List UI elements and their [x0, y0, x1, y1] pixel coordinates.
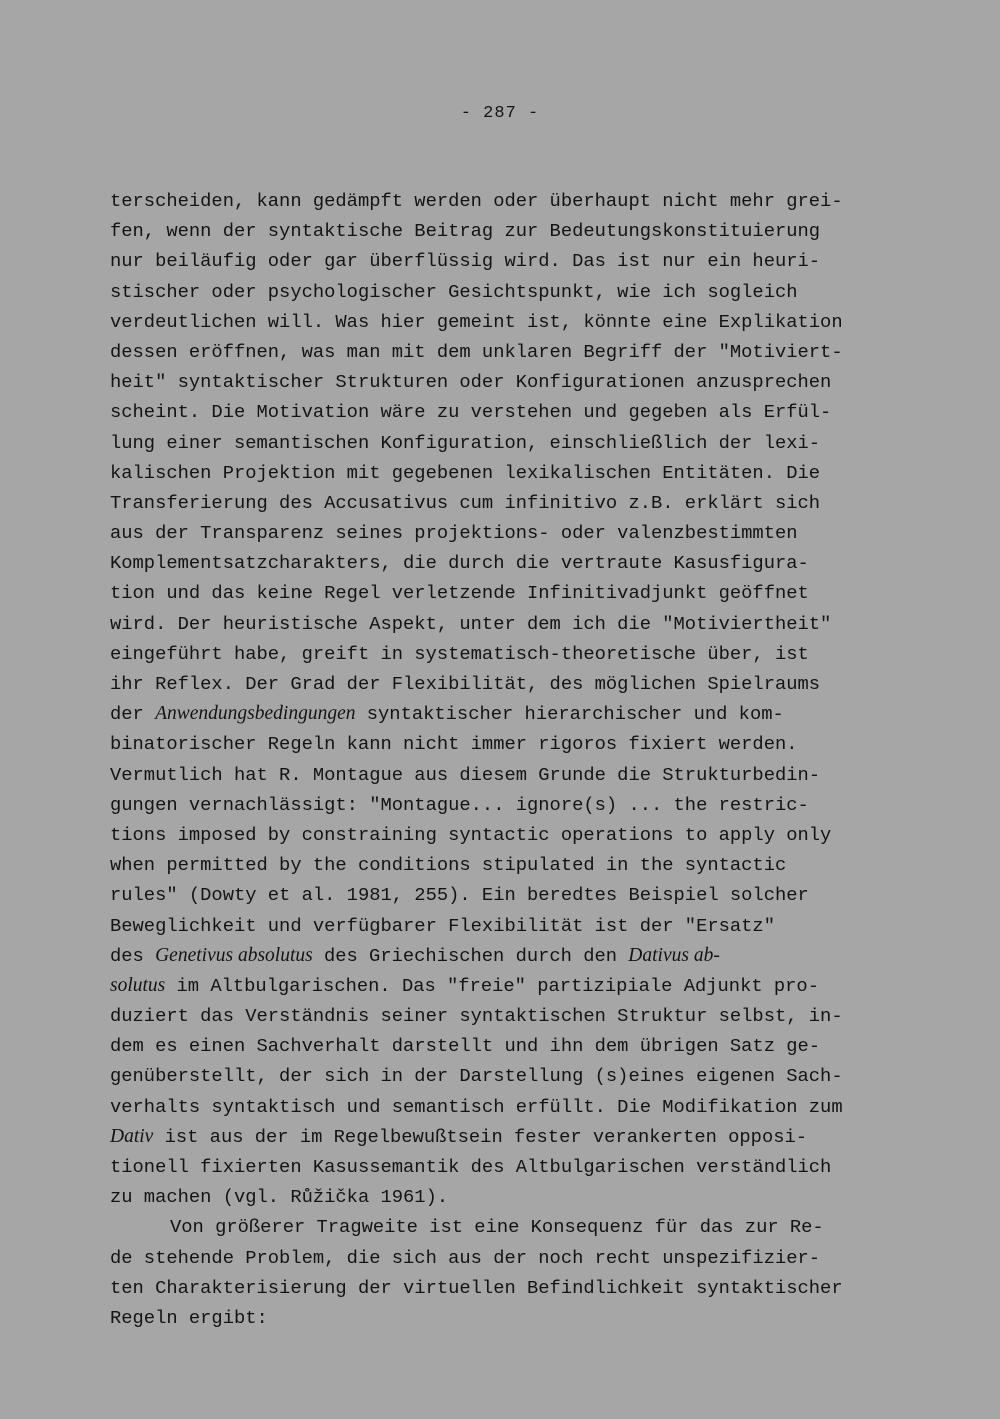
italic-term: Dativus ab- [628, 944, 720, 966]
italic-term: Dativ [110, 1125, 154, 1147]
text-line [110, 578, 910, 608]
text-run: ten Charakterisierung der virtuellen Befindlichkeit syntaktischer [110, 1276, 843, 1299]
text-run: kalischen Projektion mit gegebenen lexikalischen Entitäten. Die [110, 461, 821, 484]
text-run: genüberstellt, der sich in der Darstellung (s)eines eigenen Sach- [110, 1065, 843, 1088]
text-run: when permitted by the conditions stipulated in the syntactic [110, 854, 787, 877]
text-run: Von größerer Tragweite ist eine Konsequenz für das zur Re- [170, 1216, 824, 1239]
text-line [110, 669, 910, 699]
text-line [110, 337, 910, 367]
text-line [110, 518, 910, 548]
text-line [110, 367, 910, 397]
text-run: terscheiden, kann gedämpft werden oder überhaupt nicht mehr grei- [110, 190, 843, 212]
text-run: Vermutlich hat R. Montague aus diesem Grunde die Strukturbedin- [110, 763, 821, 786]
text-run: Komplementsatzcharakters, die durch die vertraute Kasusfigura- [110, 552, 809, 575]
text-run: Beweglichkeit und verfügbarer Flexibilität ist der "Ersatz" [110, 914, 775, 937]
text-run: nur beiläufig oder gar überflüssig wird. Das ist nur ein heuri- [110, 250, 821, 273]
text-run: syntaktischer hierarchischer und kom- [355, 703, 784, 726]
text-run: tion und das keine Regel verletzende Infinitivadjunkt geöffnet [110, 582, 809, 605]
text-line [110, 729, 910, 759]
text-line [110, 760, 910, 790]
text-run: dessen eröffnen, was man mit dem unklaren Begriff der "Motiviert- [110, 340, 843, 363]
text-line [110, 1152, 910, 1182]
text-run: rules" (Dowty et al. 1981, 255). Ein beredtes Beispiel solcher [110, 884, 809, 907]
text-line [110, 428, 910, 458]
text-line [110, 850, 910, 880]
italic-term: solutus [110, 974, 166, 996]
text-run: de stehende Problem, die sich aus der noch recht unspezifizier- [110, 1246, 821, 1269]
text-run: wird. Der heuristische Aspekt, unter dem ich die "Motiviertheit" [110, 612, 832, 635]
text-run: eingeführt habe, greift in systematisch-theoretische über, ist [110, 642, 809, 665]
text-line [110, 246, 910, 276]
text-line [110, 609, 910, 639]
text-line [110, 699, 910, 729]
text-line [110, 307, 910, 337]
text-run: tionell fixierten Kasussemantik des Altbulgarischen verständlich [110, 1156, 832, 1178]
text-line [110, 971, 910, 1001]
body-text [110, 186, 910, 1333]
text-run: Regeln ergibt: [110, 1306, 268, 1329]
text-line [110, 1061, 910, 1091]
text-run: ihr Reflex. Der Grad der Flexibilität, des möglichen Spielraums [110, 673, 821, 695]
italic-term: Anwendungsbedingungen [155, 703, 356, 725]
text-run: fen, wenn der syntaktische Beitrag zur Bedeutungskonstituierung [110, 220, 821, 243]
text-line [110, 880, 910, 910]
text-run: tions imposed by constraining syntactic operations to apply only [110, 823, 832, 846]
text-line [110, 639, 910, 669]
text-line [110, 1092, 910, 1122]
text-line [110, 216, 910, 246]
text-run: lung einer semantischen Konfiguration, einschließlich der lexi- [110, 431, 821, 454]
italic-term: Genetivus absolutus [155, 944, 313, 966]
text-line [110, 790, 910, 820]
text-line [110, 1182, 910, 1212]
text-run: gungen vernachlässigt: "Montague... ignore(s) ... the restric- [110, 793, 809, 816]
text-line [110, 186, 910, 216]
text-run: scheint. Die Motivation wäre zu verstehen und gegeben als Erfül- [110, 401, 832, 424]
text-run: verhalts syntaktisch und semantisch erfüllt. Die Modifikation zum [110, 1095, 843, 1118]
text-line [110, 1122, 910, 1152]
text-run: heit" syntaktischer Strukturen oder Konfigurationen anzusprechen [110, 371, 832, 394]
text-run: stischer oder psychologischer Gesichtspunkt, wie ich sogleich [110, 280, 798, 303]
text-line [110, 941, 910, 971]
text-run: verdeutlichen will. Was hier gemeint ist, könnte eine Explikation [110, 310, 843, 333]
text-line [110, 1001, 910, 1031]
text-line [110, 820, 910, 850]
text-line [110, 397, 910, 427]
text-line [110, 1243, 910, 1273]
text-line [110, 277, 910, 307]
text-run: ist aus der im Regelbewußtsein fester verankerten opposi- [153, 1125, 808, 1148]
text-run: des Griechischen durch den [312, 944, 629, 967]
text-line [110, 1273, 910, 1303]
text-run: des [110, 944, 156, 967]
text-line [110, 458, 910, 488]
text-line [110, 488, 910, 518]
text-line [110, 548, 910, 578]
text-run: binatorischer Regeln kann nicht immer rigoros fixiert werden. [110, 733, 798, 756]
page-number: - 287 - [460, 104, 540, 123]
text-line [110, 1031, 910, 1061]
text-run: der [110, 703, 156, 726]
text-line [110, 911, 910, 941]
text-run: dem es einen Sachverhalt darstellt und ihn dem übrigen Satz ge- [110, 1035, 821, 1058]
text-run: duziert das Verständnis seiner syntaktischen Struktur selbst, in- [110, 1005, 843, 1028]
text-run: aus der Transparenz seines projektions- oder valenzbestimmten [110, 522, 798, 545]
text-line [110, 1303, 910, 1333]
text-run: im Altbulgarischen. Das "freie" partizipiale Adjunkt pro- [165, 974, 819, 997]
text-run: zu machen (vgl. Růžička 1961). [110, 1186, 449, 1209]
text-run: Transferierung des Accusativus cum infinitivo z.B. erklärt sich [110, 491, 821, 514]
text-line [110, 1212, 910, 1242]
